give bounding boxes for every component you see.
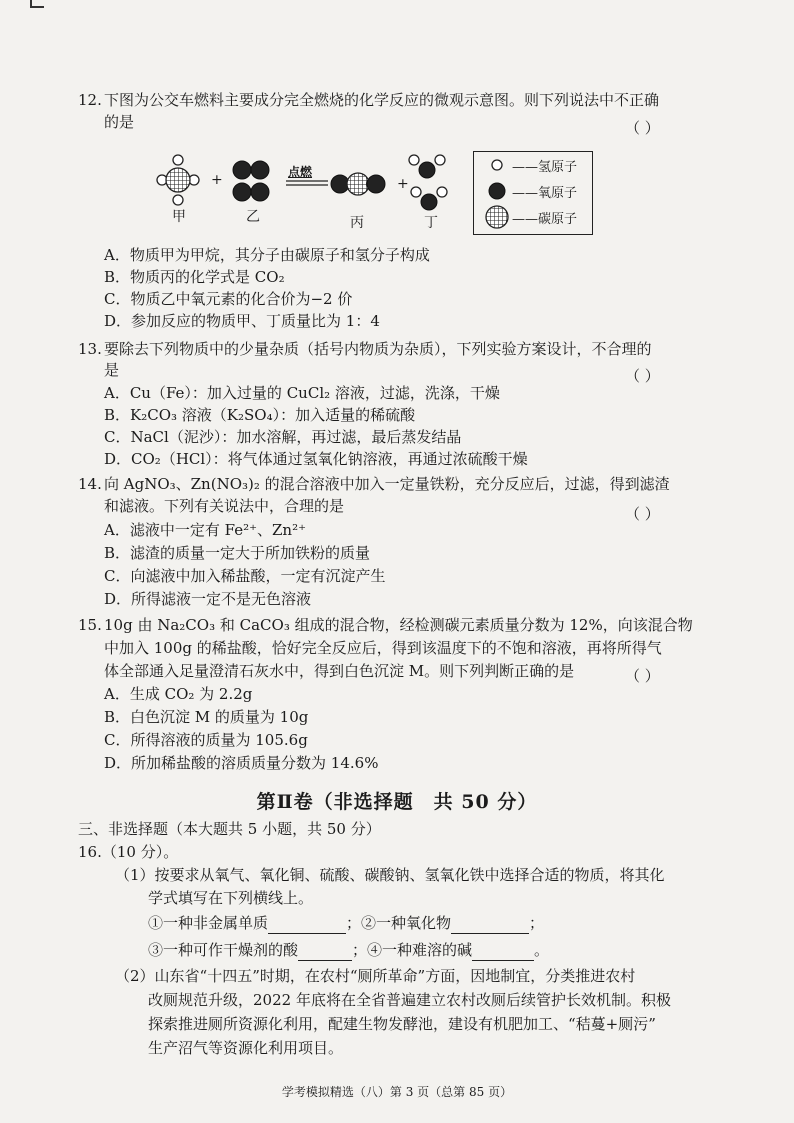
question-15-number: 15. (78, 616, 102, 634)
fill-label-3: ③一种可作干燥剂的酸 (148, 941, 299, 959)
q14-option-b[interactable]: B．滤渣的质量一定大于所加铁粉的质量 (104, 544, 371, 562)
molecule-yi (233, 161, 269, 201)
q16-sub2-line4: 生产沼气等资源化利用项目。 (148, 1039, 344, 1057)
q14-option-c[interactable]: C．向滤液中加入稀盐酸，一定有沉淀产生 (104, 567, 386, 585)
question-13-number: 13. (78, 340, 102, 358)
fill-label-2: ；②一种氧化物 (346, 914, 452, 932)
fill-blank-1[interactable] (268, 917, 346, 934)
hydrogen-atom-icon (492, 160, 502, 170)
question-12-number: 12. (78, 91, 102, 109)
q16-sub2-line1: （2）山东省“十四五”时期，在农村“厕所革命”方面，因地制宜，分类推进农村 (115, 967, 636, 985)
label-ding: 丁 (424, 215, 438, 231)
fill-sep-1: ； (529, 914, 545, 932)
q12-option-c[interactable]: C．物质乙中氧元素的化合价为−2 价 (104, 290, 353, 308)
fill-blank-4[interactable] (472, 944, 534, 961)
carbon-atom-icon (486, 206, 508, 228)
q14-option-a[interactable]: A．滤液中一定有 Fe²⁺、Zn²⁺ (104, 521, 307, 539)
page-footer: 学考模拟精选（八）第 3 页（总第 85 页） (281, 1085, 513, 1099)
fill-blank-3[interactable] (298, 944, 352, 961)
question-13-line1: 13. 要除去下列物质中的少量杂质（括号内物质为杂质），下列实验方案设计，不合理的 (78, 340, 652, 358)
q13-option-b[interactable]: B．K₂CO₃ 溶液（K₂SO₄）：加入适量的稀硫酸 (104, 406, 416, 424)
label-jia: 甲 (172, 209, 186, 225)
q13-option-c[interactable]: C．NaCl（泥沙）：加水溶解，再过滤，最后蒸发结晶 (104, 428, 462, 446)
label-bing: 丙 (350, 215, 364, 231)
fill-label-1: ①一种非金属单质 (148, 914, 269, 932)
fill-end: 。 (534, 941, 550, 959)
q12-option-b[interactable]: B．物质丙的化学式是 CO₂ (104, 268, 285, 286)
question-16-heading: 16.（10 分）。 (78, 843, 179, 861)
question-12-line1: 12. 下图为公交车燃料主要成分完全燃烧的化学反应的微观示意图。则下列说法中不正确 (78, 91, 660, 109)
q15-option-d[interactable]: D．所加稀盐酸的溶质质量分数为 14.6% (104, 754, 379, 772)
question-15-line3: 体全部通入足量澄清石灰水中，得到白色沉淀 M。则下列判断正确的是 (104, 662, 575, 680)
legend-icons (482, 156, 512, 230)
answer-paren-12[interactable]: （ ） (625, 119, 660, 137)
q16-sub1-line1: （1）按要求从氧气、氧化铜、硫酸、碳酸钠、氢氧化铁中选择合适的物质，将其化 (115, 866, 665, 884)
q16-sub2-line3: 探索推进厕所资源化利用，配建生物发酵池，建设有机肥加工、“秸蔓+厕污” (148, 1015, 656, 1033)
question-14-line2: 和滤液。下列有关说法中，合理的是 (104, 497, 345, 515)
answer-paren-14[interactable]: （ ） (625, 505, 660, 523)
plus-sign-1: + (211, 172, 223, 188)
q13-option-a[interactable]: A．Cu（Fe）：加入过量的 CuCl₂ 溶液，过滤，洗涤，干燥 (104, 384, 500, 402)
q16-sub1-line2: 学式填写在下列横线上。 (148, 889, 314, 907)
section-title: 第Ⅱ卷（非选择题 共 50 分） (256, 791, 538, 813)
atom-legend (473, 151, 593, 235)
q15-option-b[interactable]: B．白色沉淀 M 的质量为 10g (104, 708, 309, 726)
answer-paren-15[interactable]: （ ） (625, 667, 660, 685)
q13-option-d[interactable]: D．CO₂（HCl）：将气体通过氢氧化钠溶液，再通过浓硫酸干燥 (104, 450, 528, 468)
q14-option-d[interactable]: D．所得滤液一定不是无色溶液 (104, 590, 312, 608)
molecule-jia (157, 155, 199, 205)
condition-ignite: 点燃 (288, 165, 313, 179)
q12-option-a[interactable]: A．物质甲为甲烷，其分子由碳原子和氢分子构成 (104, 246, 430, 264)
label-yi: 乙 (246, 209, 260, 225)
legend-carbon: ——碳原子 (512, 212, 578, 227)
molecule-bing (331, 173, 385, 195)
legend-hydrogen: ——氢原子 (512, 160, 578, 175)
question-14-line1: 14. 向 AgNO₃、Zn(NO₃)₂ 的混合溶液中加入一定量铁粉，充分反应后，过滤，得到滤渣 (78, 475, 670, 493)
legend-oxygen: ——氧原子 (512, 186, 578, 201)
oxygen-atom-icon (489, 183, 505, 199)
q12-option-d[interactable]: D．参加反应的物质甲、丁质量比为 1：4 (104, 312, 380, 330)
q16-fill-row-1 (148, 913, 544, 934)
section-part-heading: 三、非选择题（本大题共 5 小题，共 50 分） (78, 820, 381, 838)
question-12-line2: 的是 (104, 113, 135, 131)
q16-fill-row-2 (148, 940, 549, 961)
question-14-number: 14. (78, 475, 102, 493)
fill-label-4: ；④一种难溶的碱 (352, 941, 473, 959)
reaction-diagram (150, 148, 470, 228)
plus-sign-2: + (397, 176, 409, 192)
question-15-line2: 中加入 100g 的稀盐酸，恰好完全反应后，得到该温度下的不饱和溶液，再将所得气 (104, 639, 662, 657)
corner-mark (30, 0, 44, 8)
fill-blank-2[interactable] (451, 917, 529, 934)
q15-option-c[interactable]: C．所得溶液的质量为 105.6g (104, 731, 308, 749)
question-15-line1: 15. 10g 由 Na₂CO₃ 和 CaCO₃ 组成的混合物，经检测碳元素质量分数为 12%，向该混合物 (78, 616, 693, 634)
answer-paren-13[interactable]: （ ） (625, 367, 660, 385)
molecule-ding (409, 155, 447, 210)
question-13-line2: 是 (104, 361, 120, 379)
q15-option-a[interactable]: A．生成 CO₂ 为 2.2g (104, 685, 253, 703)
q16-sub2-line2: 改厕规范升级，2022 年底将在全省普遍建立农村改厕后续管护长效机制。积极 (148, 991, 671, 1009)
